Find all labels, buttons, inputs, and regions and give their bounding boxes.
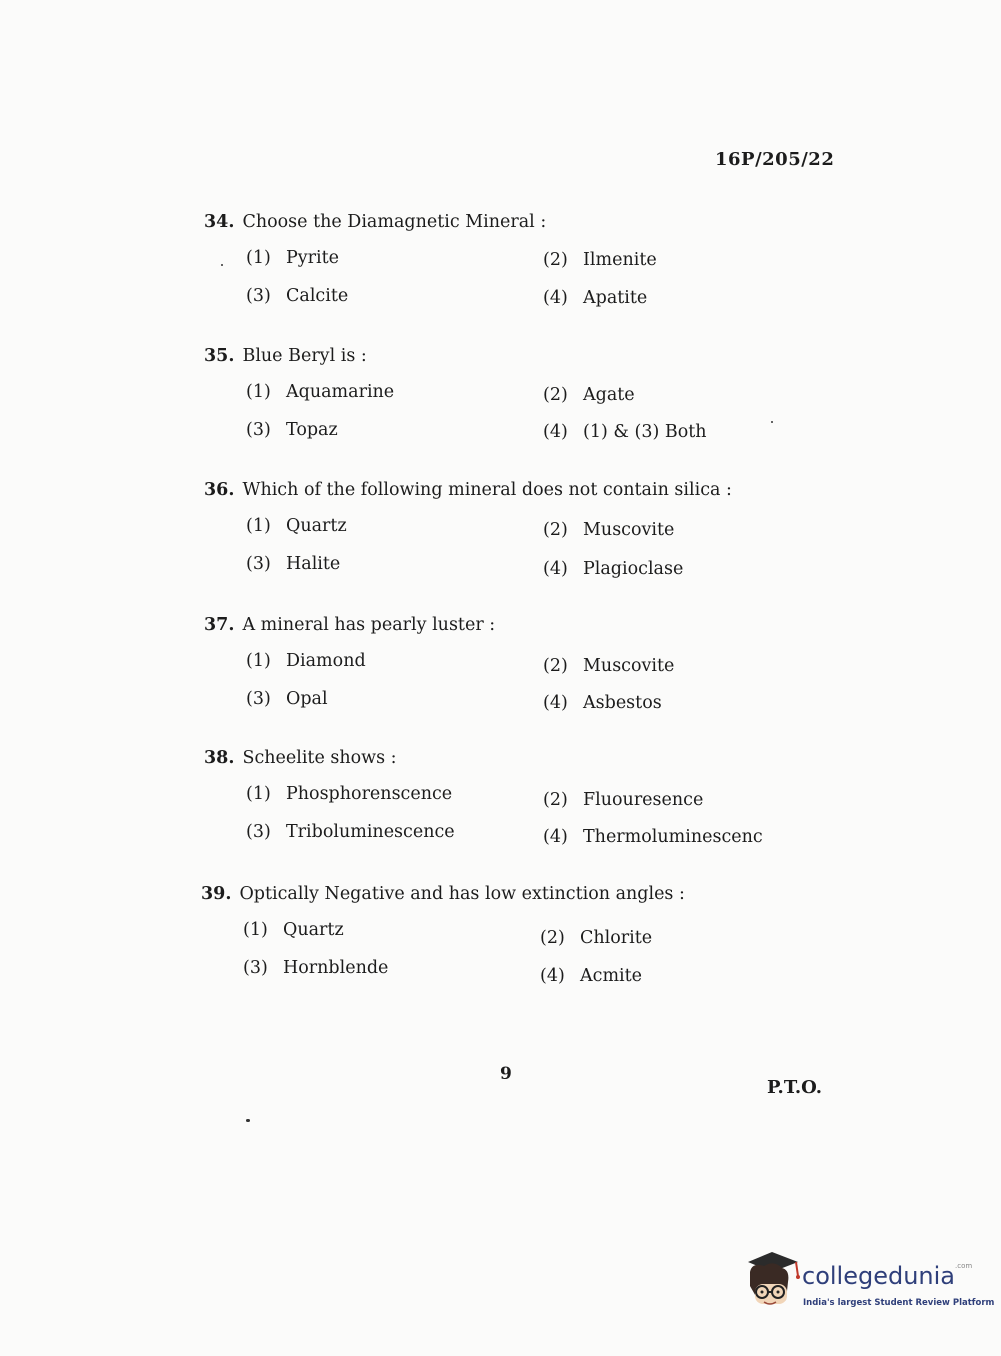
question-38 [204,748,804,864]
question-34 [204,212,804,328]
question-text: Which of the following mineral does not contain silica : [242,480,732,500]
option-4: (4) Acmite [540,966,643,986]
option-1: (1) Phosphorenscence [246,784,453,804]
question-35 [204,346,804,462]
option-4: (4) Thermoluminescenc [543,827,763,847]
question-number: 34. [204,212,235,232]
option-1: (1) Quartz [243,920,344,940]
option-2: (2) Ilmenite [543,250,657,270]
option-4: (4) Apatite [543,288,648,308]
option-2: (2) Fluouresence [543,790,704,810]
question-text: Optically Negative and has low extinction angles : [239,884,685,904]
option-3: (3) Triboluminescence [246,822,455,842]
page-number: 9 [500,1064,512,1084]
question-37 [204,615,804,731]
question-text: A mineral has pearly luster : [242,615,496,635]
question-text: Blue Beryl is : [242,346,367,366]
question-number: 35. [204,346,235,366]
option-2: (2) Muscovite [543,656,675,676]
option-3: (3) Opal [246,689,328,709]
question-number: 38. [204,748,235,768]
paper-code: 16P/205/22 [715,149,835,170]
option-1: (1) Pyrite [246,248,340,268]
brand-tagline: India's largest Student Review Platform [803,1298,995,1308]
scan-speck [246,1119,250,1122]
option-3: (3) Calcite [246,286,349,306]
question-text: Choose the Diamagnetic Mineral : [242,212,547,232]
brand-name: collegedunia$^{.com}$ [802,1262,973,1290]
option-1: (1) Aquamarine [246,382,395,402]
option-4: (4) (1) & (3) Both [543,422,707,442]
option-2: (2) Muscovite [543,520,675,540]
question-36 [204,480,804,596]
scan-speck [771,421,773,423]
option-3: (3) Hornblende [243,958,389,978]
option-2: (2) Agate [543,385,635,405]
question-number: 37. [204,615,235,635]
option-4: (4) Asbestos [543,693,662,713]
question-number: 36. [204,480,235,500]
option-3: (3) Topaz [246,420,338,440]
option-1: (1) Quartz [246,516,347,536]
mascot-icon [742,1250,802,1312]
option-2: (2) Chlorite [540,928,653,948]
option-4: (4) Plagioclase [543,559,684,579]
collegedunia-watermark [742,1250,995,1320]
question-text: Scheelite shows : [242,748,397,768]
question-39 [201,884,801,1000]
option-3: (3) Halite [246,554,341,574]
question-number: 39. [201,884,232,904]
option-1: (1) Diamond [246,651,366,671]
scan-speck [221,264,223,266]
pto-label: P.T.O. [767,1077,823,1098]
